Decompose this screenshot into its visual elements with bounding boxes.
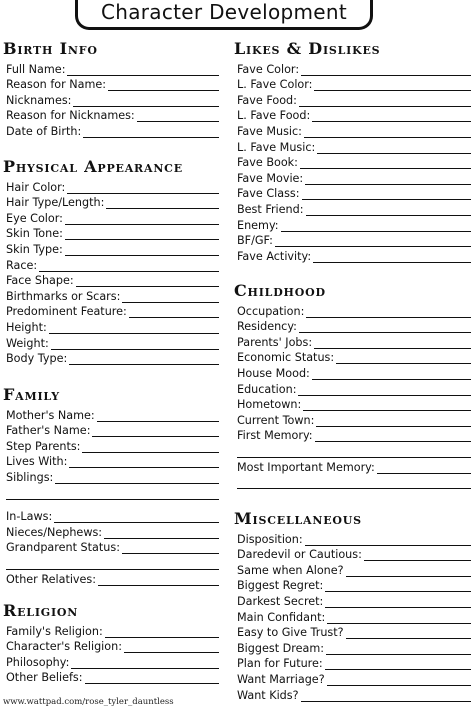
field-label: Lives With: [6,455,68,469]
field-answer-line[interactable] [281,221,471,232]
family-heading: Family [3,385,60,404]
form-field[interactable] [234,380,471,396]
form-field[interactable] [3,60,219,76]
field-answer-line[interactable] [85,673,219,684]
field-answer-line[interactable] [316,416,471,427]
childhood-fields [234,302,471,442]
field-label: Darkest Secret: [237,594,324,608]
field-label: First Memory: [237,429,313,443]
field-answer-line[interactable] [346,628,471,639]
field-answer-line[interactable] [275,236,471,247]
footer-credit: www.wattpad.com/rose_tyler_dauntless [3,697,174,707]
field-answer-line[interactable] [108,80,219,91]
field-label: Reason for Name: [6,78,107,92]
form-field[interactable] [234,247,471,263]
field-label: Other Relatives: [6,572,97,586]
field-answer-line[interactable] [299,322,471,333]
field-label: Economic Status: [237,351,335,365]
field-answer-line[interactable] [315,431,471,442]
page-title: Character Development [75,0,373,30]
childhood-section [234,280,471,489]
field-label: Fave Food: [237,93,297,107]
field-answer-line[interactable] [327,613,471,624]
field-answer-line[interactable] [300,158,471,169]
form-field[interactable] [234,577,471,593]
form-field[interactable] [234,318,471,334]
field-label: Easy to Give Trust? [237,626,344,640]
form-field[interactable] [3,256,219,272]
field-label: Education: [237,382,297,396]
field-label: Hair Type/Length: [6,196,105,210]
form-field[interactable] [234,76,471,92]
form-field[interactable] [3,653,219,669]
field-answer-line[interactable] [301,691,471,702]
field-label: Enemy: [237,218,279,232]
field-answer-line[interactable] [65,245,219,256]
field-answer-line[interactable] [129,307,219,318]
form-field[interactable] [234,530,471,546]
field-answer-line[interactable] [302,189,471,200]
field-answer-line[interactable] [303,400,471,411]
form-field[interactable] [234,154,471,170]
field-label: Fave Class: [237,187,300,201]
family-fields-c [3,570,219,586]
field-answer-line[interactable] [306,307,471,318]
form-field[interactable] [3,194,219,210]
religion-heading: Religion [3,601,79,620]
field-label: Plan for Future: [237,657,323,671]
misc-fields [234,530,471,702]
field-label: Date of Birth: [6,124,82,138]
misc-heading: Miscellaneous [234,509,362,528]
field-answer-line[interactable] [76,276,219,287]
field-label: Race: [6,258,38,272]
likes-fields [234,60,471,263]
field-answer-line[interactable] [314,80,471,91]
field-label: Hair Color: [6,180,66,194]
form-field[interactable] [234,624,471,640]
form-field[interactable] [234,639,471,655]
field-answer-line[interactable] [104,528,219,539]
field-answer-line[interactable] [124,642,219,653]
field-label: Current Town: [237,413,315,427]
field-answer-line[interactable] [304,127,471,138]
field-label: Same when Alone? [237,563,344,577]
form-field[interactable] [234,396,471,412]
family-fields-b [3,508,219,555]
form-field[interactable] [3,406,219,422]
form-field[interactable] [3,468,219,484]
field-label: L. Fave Music: [237,140,316,154]
birth-info-fields [3,60,219,138]
field-label: Want Kids? [237,688,299,702]
form-field[interactable] [3,76,219,92]
field-label: Biggest Regret: [237,579,324,593]
field-answer-line[interactable] [97,411,219,422]
field-label: Character's Religion: [6,640,122,654]
field-label: Birthmarks or Scars: [6,289,121,303]
field-answer-line[interactable] [122,292,219,303]
field-label: Want Marriage? [237,672,325,686]
form-field[interactable] [3,669,219,685]
form-field[interactable] [234,333,471,349]
misc-section [234,508,471,702]
field-answer-line[interactable] [325,581,471,592]
field-label: In-Laws: [6,510,53,524]
field-label: Fave Color: [237,62,300,76]
likes-heading: Likes & Dislikes [234,39,381,58]
field-answer-line[interactable] [314,338,471,349]
form-field[interactable] [3,437,219,453]
form-field[interactable] [234,655,471,671]
field-answer-line[interactable] [298,385,471,396]
family-fields-a [3,406,219,484]
field-label: Father's Name: [6,424,91,438]
form-field[interactable] [3,209,219,225]
field-answer-line[interactable] [327,675,471,686]
form-field[interactable] [3,622,219,638]
field-label: Fave Movie: [237,171,304,185]
field-label: Predominent Feature: [6,305,127,319]
field-answer-line[interactable] [336,353,471,364]
field-answer-line[interactable] [98,575,219,586]
form-field[interactable] [234,169,471,185]
field-label: Reason for Nicknames: [6,109,135,123]
field-label: Mother's Name: [6,408,95,422]
family-section [3,384,219,586]
form-field[interactable] [3,122,219,138]
field-answer-line[interactable] [312,369,471,380]
field-answer-line[interactable] [92,426,219,437]
form-field[interactable] [234,302,471,318]
field-answer-line[interactable] [364,550,471,561]
physical-section [3,156,219,365]
physical-fields [3,178,219,365]
form-field[interactable] [234,122,471,138]
field-label: Face Shape: [6,274,74,288]
field-answer-line[interactable] [326,644,471,655]
field-label: Daredevil or Cautious: [237,548,362,562]
field-label: Grandparent Status: [6,541,120,555]
form-field[interactable] [234,349,471,365]
field-answer-line[interactable] [305,174,471,185]
field-answer-line[interactable] [325,597,471,608]
field-label: Fave Music: [237,124,302,138]
form-field[interactable] [3,318,219,334]
field-answer-line[interactable] [106,198,219,209]
form-field[interactable] [3,523,219,539]
field-label: Philosophy: [6,655,70,669]
form-field[interactable] [3,350,219,366]
field-label: Weight: [6,336,49,350]
field-answer-line[interactable] [55,473,219,484]
field-answer-line[interactable] [301,65,471,76]
field-answer-line[interactable] [317,143,471,154]
field-label: Main Confidant: [237,610,326,624]
birth-info-section [3,38,219,138]
field-label: Residency: [237,320,297,334]
childhood-heading: Childhood [234,281,326,300]
field-label: Step Parents: [6,439,81,453]
field-label: Eye Color: [6,211,63,225]
field-label: Full Name: [6,62,66,76]
form-field[interactable] [234,364,471,380]
field-label: L. Fave Color: [237,78,313,92]
field-label: Siblings: [6,470,54,484]
field-answer-line[interactable] [69,457,219,468]
field-answer-line[interactable] [51,339,219,350]
field-label: Other Beliefs: [6,671,83,685]
field-label: Skin Tone: [6,227,63,241]
form-field[interactable] [3,303,219,319]
field-answer-line[interactable] [67,183,219,194]
form-field[interactable] [3,287,219,303]
form-field[interactable] [3,178,219,194]
form-field[interactable] [234,200,471,216]
form-field[interactable] [3,638,219,654]
field-answer-line[interactable] [65,214,219,225]
field-label: Family's Religion: [6,624,103,638]
form-field[interactable] [234,411,471,427]
form-field[interactable] [234,185,471,201]
form-field[interactable] [234,91,471,107]
field-answer-line[interactable] [325,659,471,670]
field-answer-line[interactable] [49,323,219,334]
field-label: L. Fave Food: [237,109,311,123]
field-label: Nieces/Nephews: [6,525,103,539]
form-field[interactable] [234,592,471,608]
field-answer-line[interactable] [346,566,471,577]
form-field[interactable] [234,670,471,686]
form-field[interactable] [3,240,219,256]
birth-info-heading: Birth Info [3,39,98,58]
field-answer-line[interactable] [65,229,219,240]
field-label: Biggest Dream: [237,641,325,655]
form-field[interactable] [234,608,471,624]
field-answer-line[interactable] [137,111,219,122]
memory-extra-line[interactable] [234,474,471,490]
field-label: Occupation: [237,304,305,318]
form-field[interactable] [3,539,219,555]
religion-fields [3,622,219,684]
field-label: Fave Activity: [237,249,312,263]
grandparent-extra-line[interactable] [3,554,219,570]
form-field[interactable] [234,107,471,123]
field-label: Skin Type: [6,242,63,256]
form-field[interactable] [3,334,219,350]
form-field[interactable] [3,422,219,438]
field-label: Best Friend: [237,202,304,216]
field-label: Hometown: [237,398,302,412]
field-label: BF/GF: [237,234,273,248]
field-answer-line[interactable] [122,543,219,554]
most-important-memory-label: Most Important Memory: [237,460,375,474]
physical-heading: Physical Appearance [3,157,183,176]
field-answer-line[interactable] [312,111,471,122]
first-memory-extra-line[interactable] [234,442,471,458]
form-field[interactable] [234,60,471,76]
field-answer-line[interactable] [299,96,471,107]
field-label: Nicknames: [6,93,72,107]
field-answer-line[interactable] [67,65,219,76]
field-label: Body Type: [6,352,68,366]
form-field[interactable] [234,561,471,577]
form-field[interactable] [234,427,471,443]
field-label: Fave Book: [237,156,298,170]
form-field[interactable] [3,508,219,524]
form-field[interactable] [234,546,471,562]
form-field[interactable] [3,453,219,469]
field-answer-line[interactable] [306,205,471,216]
most-important-memory-field[interactable] [234,458,471,474]
form-field[interactable] [3,107,219,123]
religion-section [3,600,219,684]
form-field[interactable] [3,91,219,107]
form-field[interactable] [3,570,219,586]
field-label: House Mood: [237,366,310,380]
form-field[interactable] [234,232,471,248]
field-answer-line[interactable] [82,442,219,453]
form-field[interactable] [3,225,219,241]
field-answer-line[interactable] [305,535,471,546]
field-answer-line[interactable] [73,96,219,107]
form-field[interactable] [234,216,471,232]
field-answer-line[interactable] [39,261,219,272]
field-answer-line[interactable] [83,127,219,138]
field-label: Height: [6,320,47,334]
form-field[interactable] [234,686,471,702]
field-answer-line[interactable] [105,627,219,638]
field-answer-line[interactable] [69,354,219,365]
field-answer-line[interactable] [71,658,219,669]
form-field[interactable] [3,272,219,288]
field-answer-line[interactable] [313,252,471,263]
form-field[interactable] [234,138,471,154]
likes-section [234,38,471,263]
field-label: Disposition: [237,532,303,546]
field-label: Parents' Jobs: [237,335,313,349]
siblings-extra-line[interactable] [3,484,219,500]
field-answer-line[interactable] [54,512,219,523]
